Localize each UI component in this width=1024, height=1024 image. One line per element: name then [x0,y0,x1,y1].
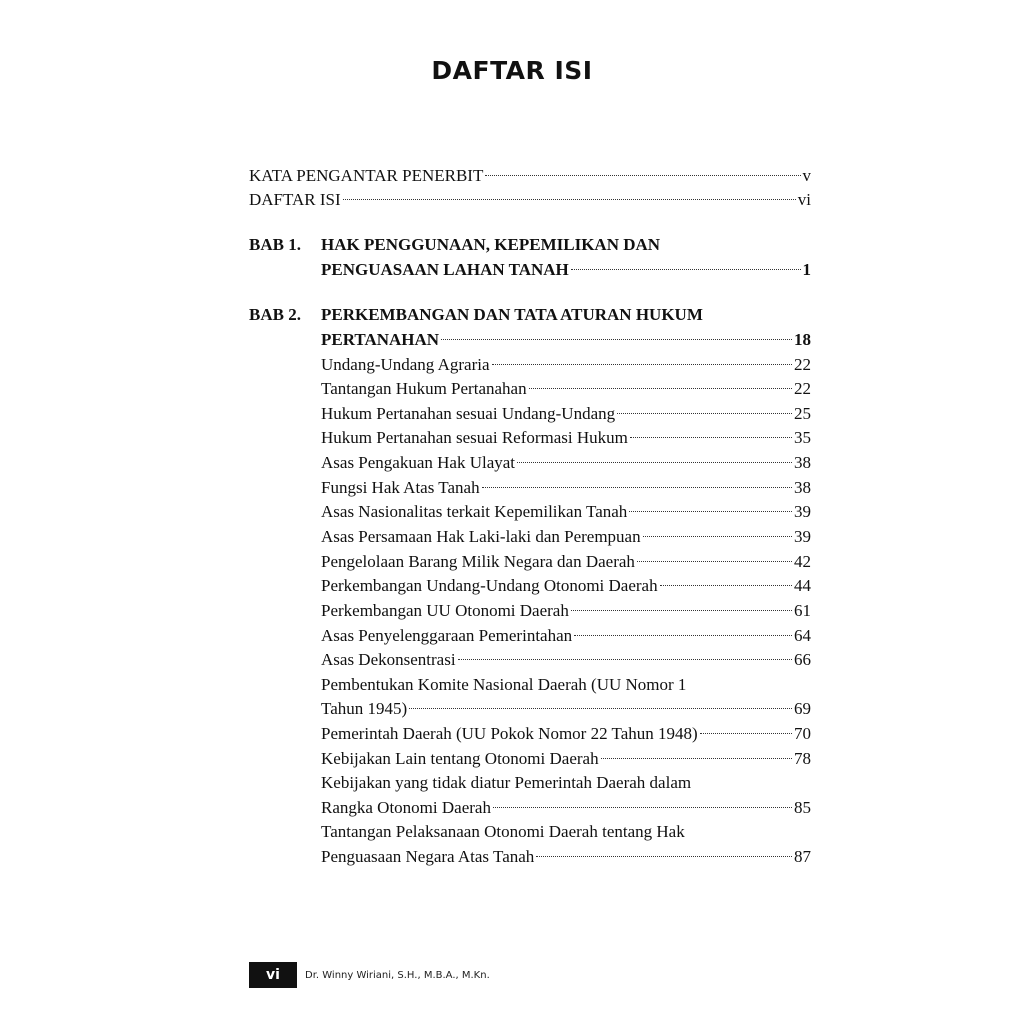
leader-dots [485,175,800,176]
toc-entry-title: Asas Persamaan Hak Laki-laki dan Perempuan [321,527,641,546]
toc-subentry [321,426,811,450]
leader-dots [529,388,792,389]
toc-subentry [321,599,811,623]
toc-subentry [321,402,811,426]
toc-entry-page: 70 [794,724,811,743]
chapter-title-line [321,233,811,257]
toc-entry-page: 66 [794,650,811,669]
toc-entry-page: 22 [794,379,811,398]
toc-entry-page: 35 [794,428,811,447]
leader-dots [660,585,792,586]
toc-entry-title: Kebijakan yang tidak diatur Pemerintah Daerah dalam [321,773,692,792]
leader-dots [536,856,792,857]
toc-entry-title: Tahun 1945) [321,699,408,718]
leader-dots [637,561,792,562]
leader-dots [493,807,792,808]
chapter-title-text: PERTANAHAN [321,330,440,349]
chapter-page: 1 [802,260,811,279]
toc-entry-title: Tantangan Pelaksanaan Otonomi Daerah tentang Hak [321,822,685,841]
toc-entry-title: Rangka Otonomi Daerah [321,798,491,817]
toc-subentry [321,377,811,401]
leader-dots [571,269,801,270]
toc-entry-title: KATA PENGANTAR PENERBIT [249,166,484,185]
toc-entry-title: Pengelolaan Barang Milik Negara dan Daerah [321,552,635,571]
chapter-entry [321,258,811,282]
toc-subentry [321,648,811,672]
leader-dots [617,413,792,414]
chapter-entry [321,328,811,352]
toc-entry [249,188,811,212]
toc-subentry [321,574,811,598]
toc-subentry [321,845,811,869]
leader-dots [409,708,792,709]
leader-dots [700,733,792,734]
toc-entry-page: 39 [794,502,811,521]
chapter-number: BAB 2. [249,305,301,324]
toc-subentry [321,697,811,721]
chapter-title-line [321,303,811,327]
toc-entry-page: 22 [794,355,811,374]
leader-dots [482,487,792,488]
toc-entry-page: 38 [794,478,811,497]
toc-entry-title: Undang-Undang Agraria [321,355,490,374]
toc-subentry [321,722,811,746]
toc-subentry-line [321,820,811,844]
toc-entry-title: Asas Dekonsentrasi [321,650,456,669]
toc-entry-title: Pemerintah Daerah (UU Pokok Nomor 22 Tahun 1948) [321,724,698,743]
toc-entry-page: 61 [794,601,811,620]
leader-dots [492,364,792,365]
toc-subentry [321,476,811,500]
leader-dots [643,536,792,537]
chapter-number: BAB 1. [249,235,301,254]
toc-entry-title: Hukum Pertanahan sesuai Reformasi Hukum [321,428,628,447]
toc-entry-page: 44 [794,576,811,595]
toc-entry-title: Hukum Pertanahan sesuai Undang-Undang [321,404,616,423]
toc-subentry [321,796,811,820]
chapter-title-text: PERKEMBANGAN DAN TATA ATURAN HUKUM [321,305,703,324]
toc-entry-page: 25 [794,404,811,423]
toc-subentry [321,353,811,377]
toc-entry-title: Kebijakan Lain tentang Otonomi Daerah [321,749,599,768]
toc-entry-title: Pembentukan Komite Nasional Daerah (UU Nomor 1 [321,675,687,694]
toc-entry [249,164,811,188]
toc-entry-page: 87 [794,847,811,866]
toc-entry-title: Asas Pengakuan Hak Ulayat [321,453,516,472]
toc-entry-title: Perkembangan Undang-Undang Otonomi Daerah [321,576,658,595]
leader-dots [458,659,792,660]
toc-entry-title: Asas Nasionalitas terkait Kepemilikan Tanah [321,502,628,521]
toc-subentry-line [321,771,811,795]
chapter-page: 18 [794,330,811,349]
chapter-title-text: HAK PENGGUNAAN, KEPEMILIKAN DAN [321,235,661,254]
leader-dots [441,339,792,340]
toc-entry-page: 42 [794,552,811,571]
toc-entry-page: 38 [794,453,811,472]
toc-entry-page: 69 [794,699,811,718]
toc-entry-page: 78 [794,749,811,768]
toc-entry-page: v [802,166,811,185]
page-number-badge: vi [249,962,297,988]
toc-entry-title: Tantangan Hukum Pertanahan [321,379,527,398]
leader-dots [601,758,792,759]
page-footer [249,962,490,988]
toc-entry-page: 64 [794,626,811,645]
leader-dots [343,199,796,200]
leader-dots [517,462,792,463]
toc-entry-page: 85 [794,798,811,817]
toc-subentry [321,550,811,574]
toc-entry-title: Perkembangan UU Otonomi Daerah [321,601,569,620]
leader-dots [629,511,792,512]
toc-subentry [321,500,811,524]
author-name: Dr. Winny Wiriani, S.H., M.B.A., M.Kn. [305,969,490,981]
toc-entry-title: DAFTAR ISI [249,190,341,209]
toc-subentry [321,451,811,475]
toc-entry-page: vi [797,190,811,209]
leader-dots [574,635,792,636]
toc-subentry-line [321,673,811,697]
toc-subentry [321,624,811,648]
chapter-title-text: PENGUASAAN LAHAN TANAH [321,260,569,279]
toc-entry-title: Penguasaan Negara Atas Tanah [321,847,535,866]
toc-entry-title: Asas Penyelenggaraan Pemerintahan [321,626,573,645]
toc-subentry [321,525,811,549]
leader-dots [630,437,792,438]
page-title: DAFTAR ISI [431,56,593,85]
toc-entry-page: 39 [794,527,811,546]
leader-dots [571,610,792,611]
toc-subentry [321,747,811,771]
toc-entry-title: Fungsi Hak Atas Tanah [321,478,480,497]
